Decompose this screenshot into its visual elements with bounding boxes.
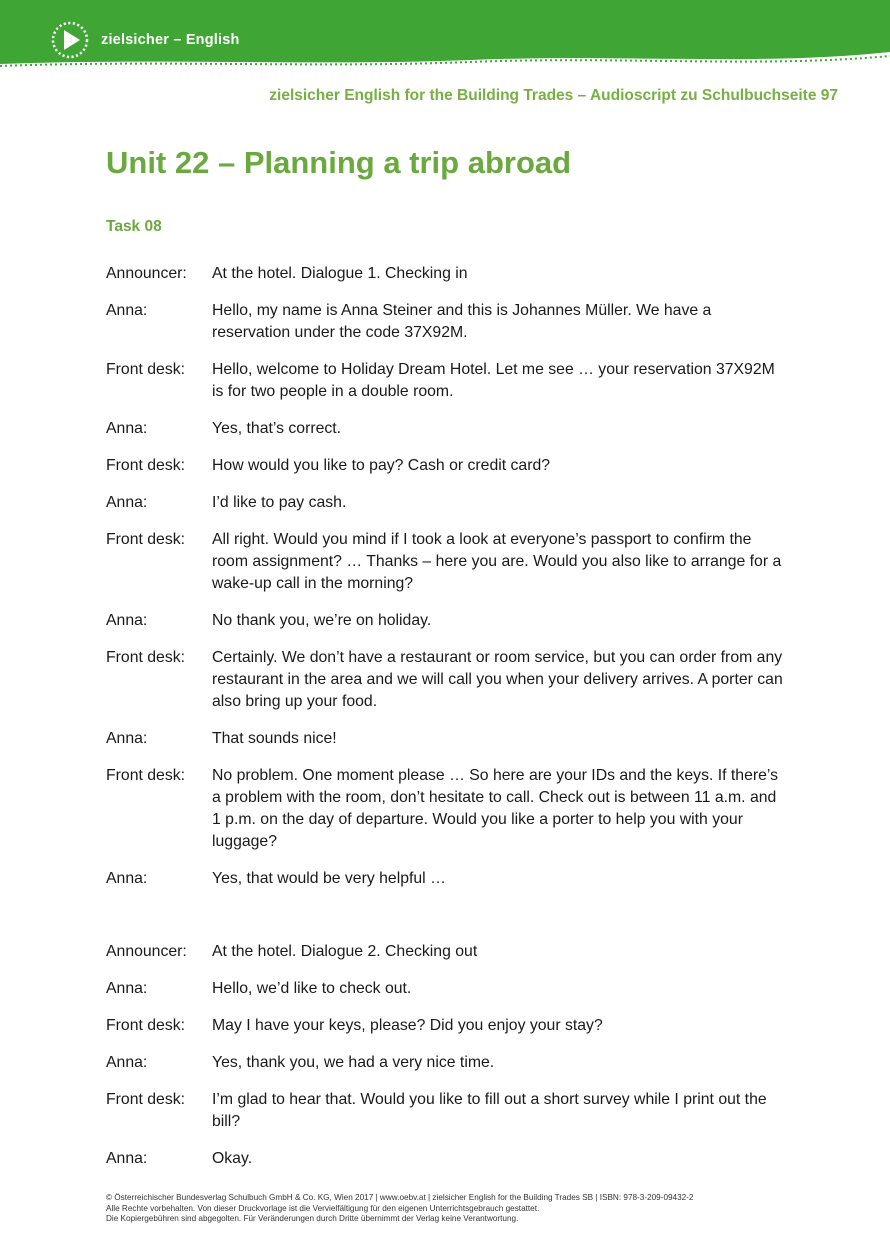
page-subheader: zielsicher English for the Building Trades – Audioscript zu Schulbuchseite 97 xyxy=(269,87,838,104)
dialogue-line xyxy=(106,418,786,440)
dialogue-line xyxy=(106,1089,786,1133)
speaker: Front desk: xyxy=(106,649,186,666)
dialogue-2 xyxy=(106,941,786,1170)
dialogue-line xyxy=(106,765,786,853)
line-text: I’d like to pay cash. xyxy=(212,494,347,511)
audioscript xyxy=(106,263,786,1185)
dialogue-line xyxy=(106,647,786,713)
header-banner xyxy=(0,0,890,80)
line-text: At the hotel. Dialogue 1. Checking in xyxy=(212,265,468,282)
dialogue-line xyxy=(106,455,786,477)
line-text: At the hotel. Dialogue 2. Checking out xyxy=(212,943,478,960)
dialogue-line xyxy=(106,263,786,285)
speaker: Anna: xyxy=(106,980,148,997)
line-text: That sounds nice! xyxy=(212,730,337,747)
speaker: Front desk: xyxy=(106,1091,186,1108)
speaker: Anna: xyxy=(106,420,148,437)
line-text: Yes, that would be very helpful … xyxy=(212,870,446,887)
dialogue-line xyxy=(106,728,786,750)
line-text: I’m glad to hear that. Would you like to fill out a short survey while I print out the bill? xyxy=(212,1091,767,1130)
line-text: No thank you, we’re on holiday. xyxy=(212,612,432,629)
footer-line: Die Kopiergebühren sind abgegolten. Für Veränderungen durch Dritte übernimmt der Verlag keine Verantwortung. xyxy=(106,1214,519,1223)
page-title: Unit 22 – Planning a trip abroad xyxy=(106,145,572,180)
line-text: How would you like to pay? Cash or credit card? xyxy=(212,457,551,474)
dialogue-line xyxy=(106,492,786,514)
speaker: Anna: xyxy=(106,302,148,319)
speaker: Front desk: xyxy=(106,361,186,378)
speaker: Anna: xyxy=(106,494,148,511)
dialogue-line xyxy=(106,359,786,403)
speaker: Front desk: xyxy=(106,531,186,548)
speaker: Anna: xyxy=(106,1054,148,1071)
line-text: No problem. One moment please … So here are your IDs and the keys. If there’s a problem with the room, don’t hesitate to call. Check out is between 11 a.m. and 1 p.m. on the day of departure. Would you like a porter to help you with your luggage? xyxy=(212,767,779,850)
line-text: Okay. xyxy=(212,1150,253,1167)
dialogue-1 xyxy=(106,263,786,890)
speaker: Announcer: xyxy=(106,943,187,960)
dialogue-line xyxy=(106,610,786,632)
speaker: Announcer: xyxy=(106,265,187,282)
speaker: Front desk: xyxy=(106,767,186,784)
line-text: Hello, welcome to Holiday Dream Hotel. Let me see … your reservation 37X92M is for two people in a double room. xyxy=(212,361,775,400)
dialogue-line xyxy=(106,1015,786,1037)
dialogue-line xyxy=(106,300,786,344)
section-spacer xyxy=(106,905,786,941)
speaker: Anna: xyxy=(106,1150,148,1167)
dialogue-line xyxy=(106,1148,786,1170)
brand[interactable] xyxy=(50,20,240,60)
line-text: Yes, thank you, we had a very nice time. xyxy=(212,1054,495,1071)
dialogue-line xyxy=(106,868,786,890)
dialogue-line xyxy=(106,978,786,1000)
brand-name: zielsicher – English xyxy=(101,32,240,48)
line-text: All right. Would you mind if I took a look at everyone’s passport to confirm the room assignment? … Thanks – here you are. Would you also like to arrange for a wake-up call in the morning? xyxy=(212,531,782,592)
footer-line: Alle Rechte vorbehalten. Von dieser Druckvorlage ist die Vervielfältigung für den eigenen Unterrichtsgebrauch gestattet. xyxy=(106,1203,540,1213)
line-text: May I have your keys, please? Did you enjoy your stay? xyxy=(212,1017,603,1034)
line-text: Hello, we’d like to check out. xyxy=(212,980,412,997)
dialogue-line xyxy=(106,529,786,595)
footer-line: © Österreichischer Bundesverlag Schulbuch GmbH & Co. KG, Wien 2017 | www.oebv.at | zielsicher English for the Building Trades SB | ISBN: 978-3-209-09432-2 xyxy=(106,1193,694,1202)
line-text: Yes, that’s correct. xyxy=(212,420,342,437)
speaker: Anna: xyxy=(106,870,148,887)
line-text: Certainly. We don’t have a restaurant or room service, but you can order from any restaurant in the area and we will call you when your delivery arrives. A porter can also bring up your food. xyxy=(212,649,783,710)
speaker: Anna: xyxy=(106,612,148,629)
line-text: Hello, my name is Anna Steiner and this is Johannes Müller. We have a reservation under the code 37X92M. xyxy=(212,302,712,341)
play-logo-icon xyxy=(50,20,90,60)
task-label: Task 08 xyxy=(106,218,162,235)
copyright-footer xyxy=(106,1193,806,1225)
dialogue-line xyxy=(106,1052,786,1074)
speaker: Front desk: xyxy=(106,1017,186,1034)
speaker: Anna: xyxy=(106,730,148,747)
speaker: Front desk: xyxy=(106,457,186,474)
dialogue-line xyxy=(106,941,786,963)
